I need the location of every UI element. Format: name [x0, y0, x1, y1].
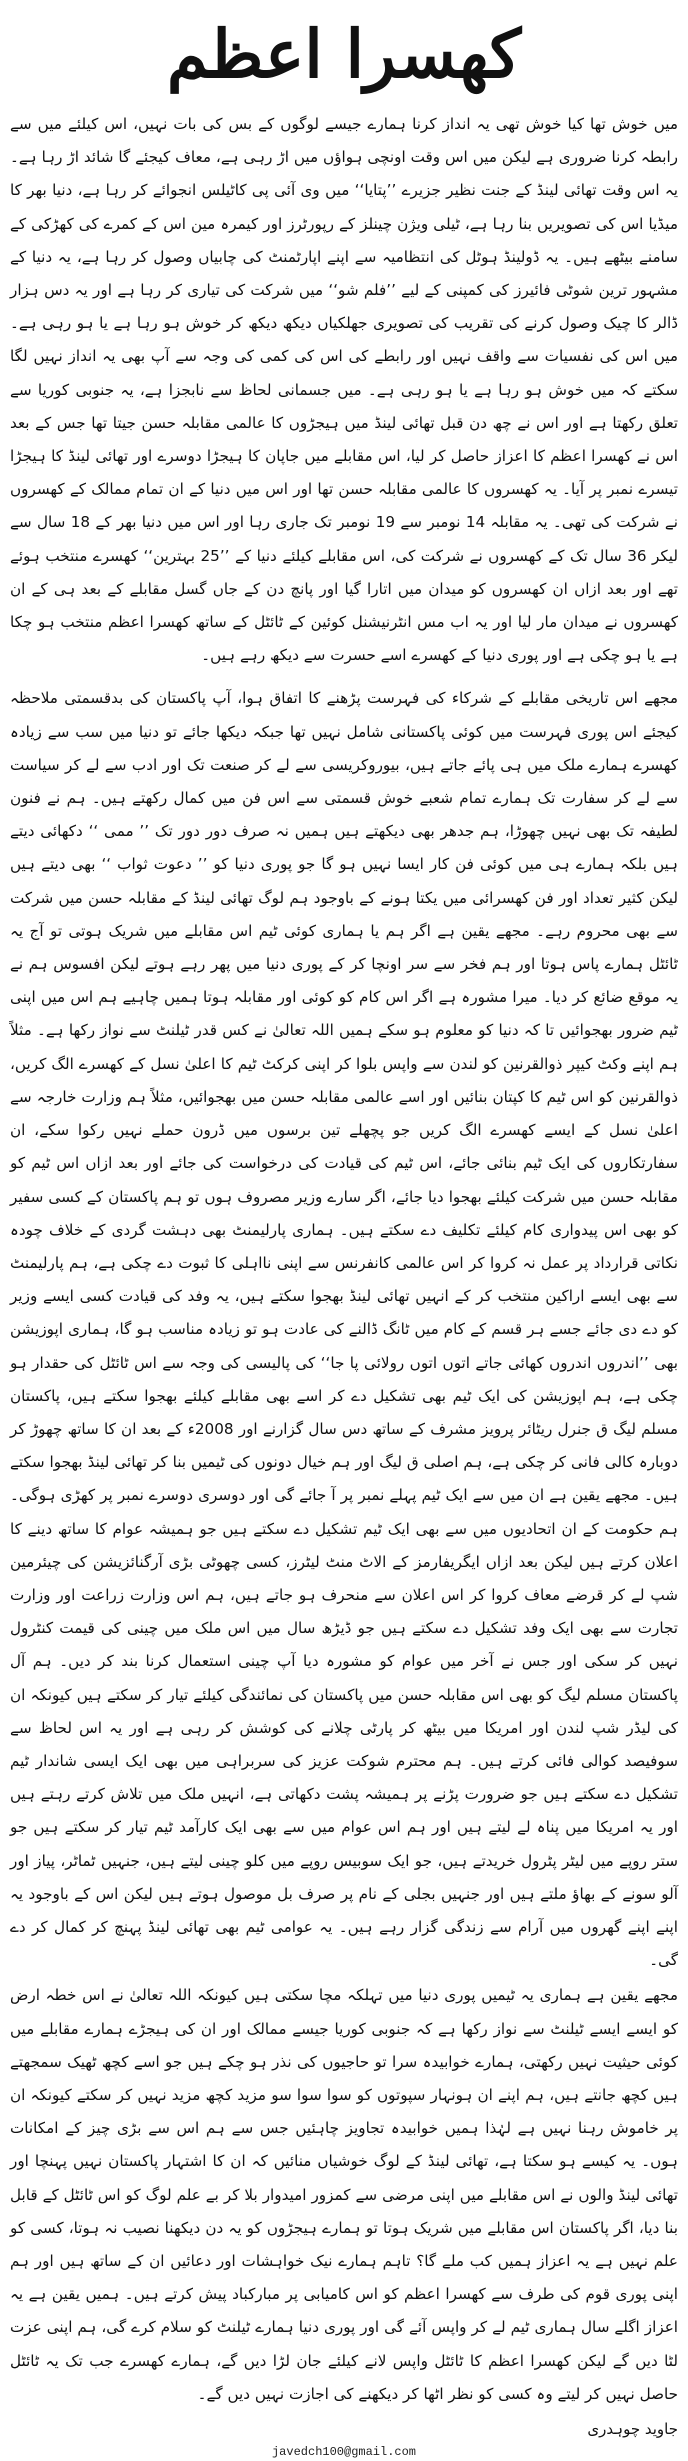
column-body [10, 108, 678, 2411]
paragraph-3: مجھے یقین ہے ہماری یہ ٹیمیں پوری دنیا میں تہلکہ مچا سکتی ہیں کیونکہ اللہ تعالیٰ نے اس خطہ ارض کو ایسے ایسے ٹیلنٹ سے نواز رکھا ہے کہ جنوبی کوریا جیسے ممالک اور ان کی ہیجڑے ہمارے مقابلے میں کوئی حیثیت نہیں رکھتی، ہمارے خوابیدہ سرا تو حاجیوں کی نذر ہو چکے ہیں جو اسے کچھ ٹھیک سمجھتے ہیں کچھ جانتے ہیں، ہم اپنے ان ہونہار سپوتوں کو سوا سوا سو مزید کچھ مزید نہیں کر سکتے کیونکہ ان پر خاموش رہنا نہیں ہے لہٰذا ہمیں خوابیدہ تجاویز چاہئیں جس سے ہم اس سے بڑی چیز کے امکانات ہوں۔ یہ کیسے ہو سکتا ہے، تھائی لینڈ کے لوگ خوشیاں منائیں کہ ان کا اشتہار پاکستان نہیں پہنچا اور تھائی لینڈ والوں نے اس مقابلے میں اپنی مرضی سے کمزور امیدوار بلا کر بے علم لوگ کو اس ٹائٹل کے قابل بنا دیا، اگر پاکستان اس مقابلے میں شریک ہوتا تو ہمارے ہیجڑوں کو یہ دن دیکھنا نصیب نہ ہوتا، کسی کو علم نہیں ہے یہ اعزاز ہمیں کب ملے گا؟ تاہم ہمارے نیک خواہشات اور دعائیں ان کے ساتھ ہیں اور ہم اپنی پوری قوم کی طرف سے کھسرا اعظم کو اس کامیابی پر مبارکباد پیش کرتے ہیں۔ ہمیں یقین ہے یہ اعزاز اگلے سال ہماری ٹیم لے کر واپس آئے گی اور پوری دنیا ہمارے ٹیلنٹ کو سلام کرے گی، ہم اپنی عزت لٹا دیں گے لیکن کھسرا اعظم کا ٹائٹل واپس لانے کیلئے جان لڑا دیں گے، ہمارے کھسرے جب تک یہ ٹائٹل حاصل نہیں کر لیتے وہ کسی کو نظر اٹھا کر دیکھنے کی اجازت نہیں دیں گے۔ [10, 1986, 678, 2403]
column-title: کھسرا اعظم [166, 15, 522, 93]
author-name: جاوید چوہدری [587, 2420, 678, 2439]
paragraph-2: مجھے اس تاریخی مقابلے کے شرکاء کی فہرست پڑھنے کا اتفاق ہوا، آپ پاکستان کی بدقسمتی ملاحظہ کیجئے اس پوری فہرست میں کوئی پاکستانی شامل نہیں تھا جبکہ دیکھا جائے تو دنیا میں سب سے زیادہ کھسرے ہمارے ملک میں ہی پائے جاتے ہیں، بیوروکریسی سے لے کر صنعت تک اور ادب سے لے کر سیاست سے لے کر سفارت تک ہمارے تمام شعبے خوش قسمتی سے اس فن میں کمال رکھتے ہیں۔ ہم نے فنون لطیفہ تک بھی نہیں چھوڑا، ہم جدھر بھی دیکھتے ہیں ہمیں نہ صرف دور دور تک ’’ ممی ‘‘ دکھائی دیتے ہیں بلکہ ہمارے ہی میں کوئی فن کار ایسا نہیں ہو گا جو پوری دنیا کو ’’ دعوت ثواب ‘‘ بھی دیتے ہیں لیکن کثیر تعداد اور فن کھسرائی میں یکتا ہونے کے باوجود ہم لوگ تھائی لینڈ کے مقابلہ حسن میں شرکت سے بھی محروم رہے۔ مجھے یقین ہے اگر ہم یا ہماری کوئی ٹیم اس مقابلے میں شریک ہوتی تو آج یہ ٹائٹل ہمارے پاس ہوتا اور ہم فخر سے سر اونچا کر کے پوری دنیا میں پھر رہے ہوتے لیکن افسوس ہم نے یہ موقع ضائع کر دیا۔ میرا مشورہ ہے اگر اس کام کو کوئی اور مقابلہ ہوتا ہمیں چاہیے ہم اس میں اپنی ٹیم ضرور بھجوائیں تا کہ دنیا کو معلوم ہو سکے ہمیں اللہ تعالیٰ نے کس قدر ٹیلنٹ سے نواز رکھا ہے۔ مثلاً ہم اپنے وکٹ کیپر ذوالقرنین کو لندن سے واپس بلوا کر اپنی کرکٹ ٹیم کا اعلیٰ نسل کے کھسرے الگ کریں، ذوالقرنین کو اس ٹیم کا کپتان بنائیں اور اسے عالمی مقابلہ حسن میں بھجوائیں، مثلاً ہم وزارت خارجہ سے اعلیٰ نسل کے ایسے کھسرے الگ کریں جو پچھلے تین برسوں میں ڈرون حملے نہیں رکوا سکے، ان سفارتکاروں کی ایک ٹیم بنائی جائے، اس ٹیم کی قیادت کی درخواست کی جائے اور بعد ازاں اس ٹیم کو مقابلہ حسن میں شرکت کیلئے بھجوا دیا جائے، اگر سارے وزیر مصروف ہوں تو ہم پاکستان کے کسی سفیر کو بھی اس پیدواری کام کیلئے تکلیف دے سکتے ہیں۔ ہماری پارلیمنٹ بھی دہشت گردی کے خلاف چودہ نکاتی قرارداد پر عمل نہ کروا کر اس عالمی کانفرنس سے اپنی نااہلی کا ثبوت دے چکی ہے، ہم پارلیمنٹ سے بھی ایسے اراکین منتخب کر کے انہیں تھائی لینڈ بھجوا سکتے ہیں، یہ وفد کی قیادت کسی ایسے وزیر کو دے دی جائے جسے ہر قسم کے کام میں ٹانگ ڈالنے کی عادت ہو تو زیادہ مناسب ہو گا، ہماری اپوزیشن بھی ’’اندروں اندروں کھائی جاتے اتوں اتوں رولائی پا جا‘‘ کی پالیسی کی وجہ سے اس ٹائٹل کی حقدار ہو چکی ہے، ہم اپوزیشن کی ایک ٹیم بھی تشکیل دے کر اسے بھی مقابلے کیلئے بھجوا سکتے ہیں، پاکستان مسلم لیگ ق جنرل ریٹائر پرویز مشرف کے ساتھ دس سال گزارنے اور 2008ء کے بعد ان کا ساتھ چھوڑ کر دوبارہ کالی فانی کر چکی ہے، ہم اصلی ق لیگ اور ہم خیال دونوں کی ٹیمیں بنا کر تھائی لینڈ بھجوا سکتے ہیں۔ مجھے یقین ہے ان میں سے ایک ٹیم پہلے نمبر پر آ جائے گی اور دوسری دوسرے نمبر پر کھڑی ہوگی۔ ہم حکومت کے ان اتحادیوں میں سے بھی ایک ٹیم تشکیل دے سکتے ہیں جو ہمیشہ عوام کا ساتھ دینے کا اعلان کرتے ہیں لیکن بعد ازاں ایگریفارمز کے الاٹ منٹ لیٹرز، کسی چھوٹی بڑی آرگنائزیشن کی چیئرمین شپ لے کر قرضے معاف کروا کر اس اعلان سے منحرف ہو جاتے ہیں، ہم اس وزارت زراعت اور وزارت تجارت سے بھی ایک وفد تشکیل دے سکتے ہیں جو ڈیڑھ سال میں اس ملک میں چینی کی قیمت کنٹرول نہیں کر سکی اور جس نے آخر میں عوام کو مشورہ دیا آپ چینی استعمال کرنا بند کر دیں۔ ہم آل پاکستان مسلم لیگ کو بھی اس مقابلہ حسن میں پاکستان کی نمائندگی کیلئے تیار کر سکتے ہیں کیونکہ ان کی لیڈر شپ لندن اور امریکا میں بیٹھ کر پارٹی چلانے کی کوشش کر رہی ہے اور یہ اس لحاظ سے سوفیصد کوالی فائی کرتے ہیں۔ ہم محترم شوکت عزیز کی سربراہی میں بھی ایک ایسی شاندار ٹیم تشکیل دے سکتے ہیں جو ضرورت پڑنے پر ہمیشہ پشت دکھاتی ہے، انہیں ملک میں تلاش کرتے رہتے ہیں اور یہ امریکا میں پناہ لے لیتے ہیں اور ہم اس عوام میں سے بھی ایک کارآمد ٹیم تیار کر سکتے ہیں جو ستر روپے میں لیٹر پٹرول خریدتے ہیں، جو ایک سوبیس روپے میں کلو چینی لیتے ہیں، جنہیں ٹماٹر، پیاز اور آلو سونے کے بھاؤ ملتے ہیں اور جنہیں بجلی کے نام پر صرف بل موصول ہوتے ہیں لیکن اس کے باوجود یہ اپنے اپنے گھروں میں آرام سے زندگی گزار رہے ہیں۔ یہ عوامی ٹیم بھی تھائی لینڈ پہنچ کر کمال کر دے گی۔ [10, 689, 678, 1970]
paragraph-1: میں خوش تھا کیا خوش تھی یہ انداز کرنا ہمارے جیسے لوگوں کے بس کی بات نہیں، اس کیلئے میں سے رابطہ کرنا ضروری ہے لیکن میں اس وقت اونچی ہواؤں میں اڑ رہی ہے، معاف کیجئے گا شائد اڑ رہا ہے۔ یہ اس وقت تھائی لینڈ کے جنت نظیر جزیرے ’’پتایا‘‘ میں وی آئی پی کاٹیلس انجوائے کر رہا ہے، دنیا بھر کا میڈیا اس کی تصویریں بنا رہا ہے، ٹیلی ویژن چینلز کے رپورٹرز اور کیمرہ مین اس کے کمرے کی کھڑکی کے سامنے بیٹھے ہیں۔ یہ ڈولینڈ ہوٹل کی انتظامیہ سے اپنے اپارٹمنٹ کی چابیاں وصول کر رہا ہے، یہ دنیا کے مشہور ترین شوٹی فائیرز کی کمپنی کے لیے ’’فلم شو‘‘ میں شرکت کی تیاری کر رہا ہے اور یہ دس ہزار ڈالر کا چیک وصول کرنے کی تقریب کی تصویری جھلکیاں دیکھ دیکھ کر خوش ہو رہا ہے یا ہو رہی ہے۔ میں اس کی نفسیات سے واقف نہیں اور رابطے کی اس کی کمی کی وجہ سے آپ بھی یہ انداز نہیں لگا سکتے کہ میں خوش ہو رہا ہے یا ہو رہی ہے۔ میں جسمانی لحاظ سے نابجزا ہے، یہ جنوبی کوریا سے تعلق رکھتا ہے اور اس نے چھ دن قبل تھائی لینڈ میں ہیجڑوں کا عالمی مقابلہ حسن جیتا تھا جس کے بعد اس نے کھسرا اعظم کا اعزاز حاصل کر لیا، اس مقابلے میں جاپان کا ہیجڑا دوسرے اور تھائی لینڈ کا ہیجڑا تیسرے نمبر پر آیا۔ یہ کھسروں کا عالمی مقابلہ حسن تھا اور اس میں دنیا کے ان تمام ممالک کے کھسروں نے شرکت کی تھی۔ یہ مقابلہ 14 نومبر سے 19 نومبر تک جاری رہا اور اس میں دنیا بھر کے 18 سال سے لیکر 36 سال تک کے کھسروں نے شرکت کی، اس مقابلے کیلئے دنیا کے ’’25 بہترین‘‘ کھسرے منتخب ہوئے تھے اور بعد ازاں ان کھسروں کو میدان میں اتارا گیا اور پانچ دن کے جاں گسل مقابلے کے بعد ہی کے ان کھسروں نے میدان مار لیا اور یہ اب مس انٹرنیشنل کوئین کے ٹائٹل کے ساتھ کھسرا اعظم منتخب ہو چکا ہے یا ہو چکی ہے اور پوری دنیا کے کھسرے اسے حسرت سے دیکھ رہے ہیں۔ [10, 115, 678, 665]
author-email[interactable]: javedch100@gmail.com [271, 2445, 417, 2460]
